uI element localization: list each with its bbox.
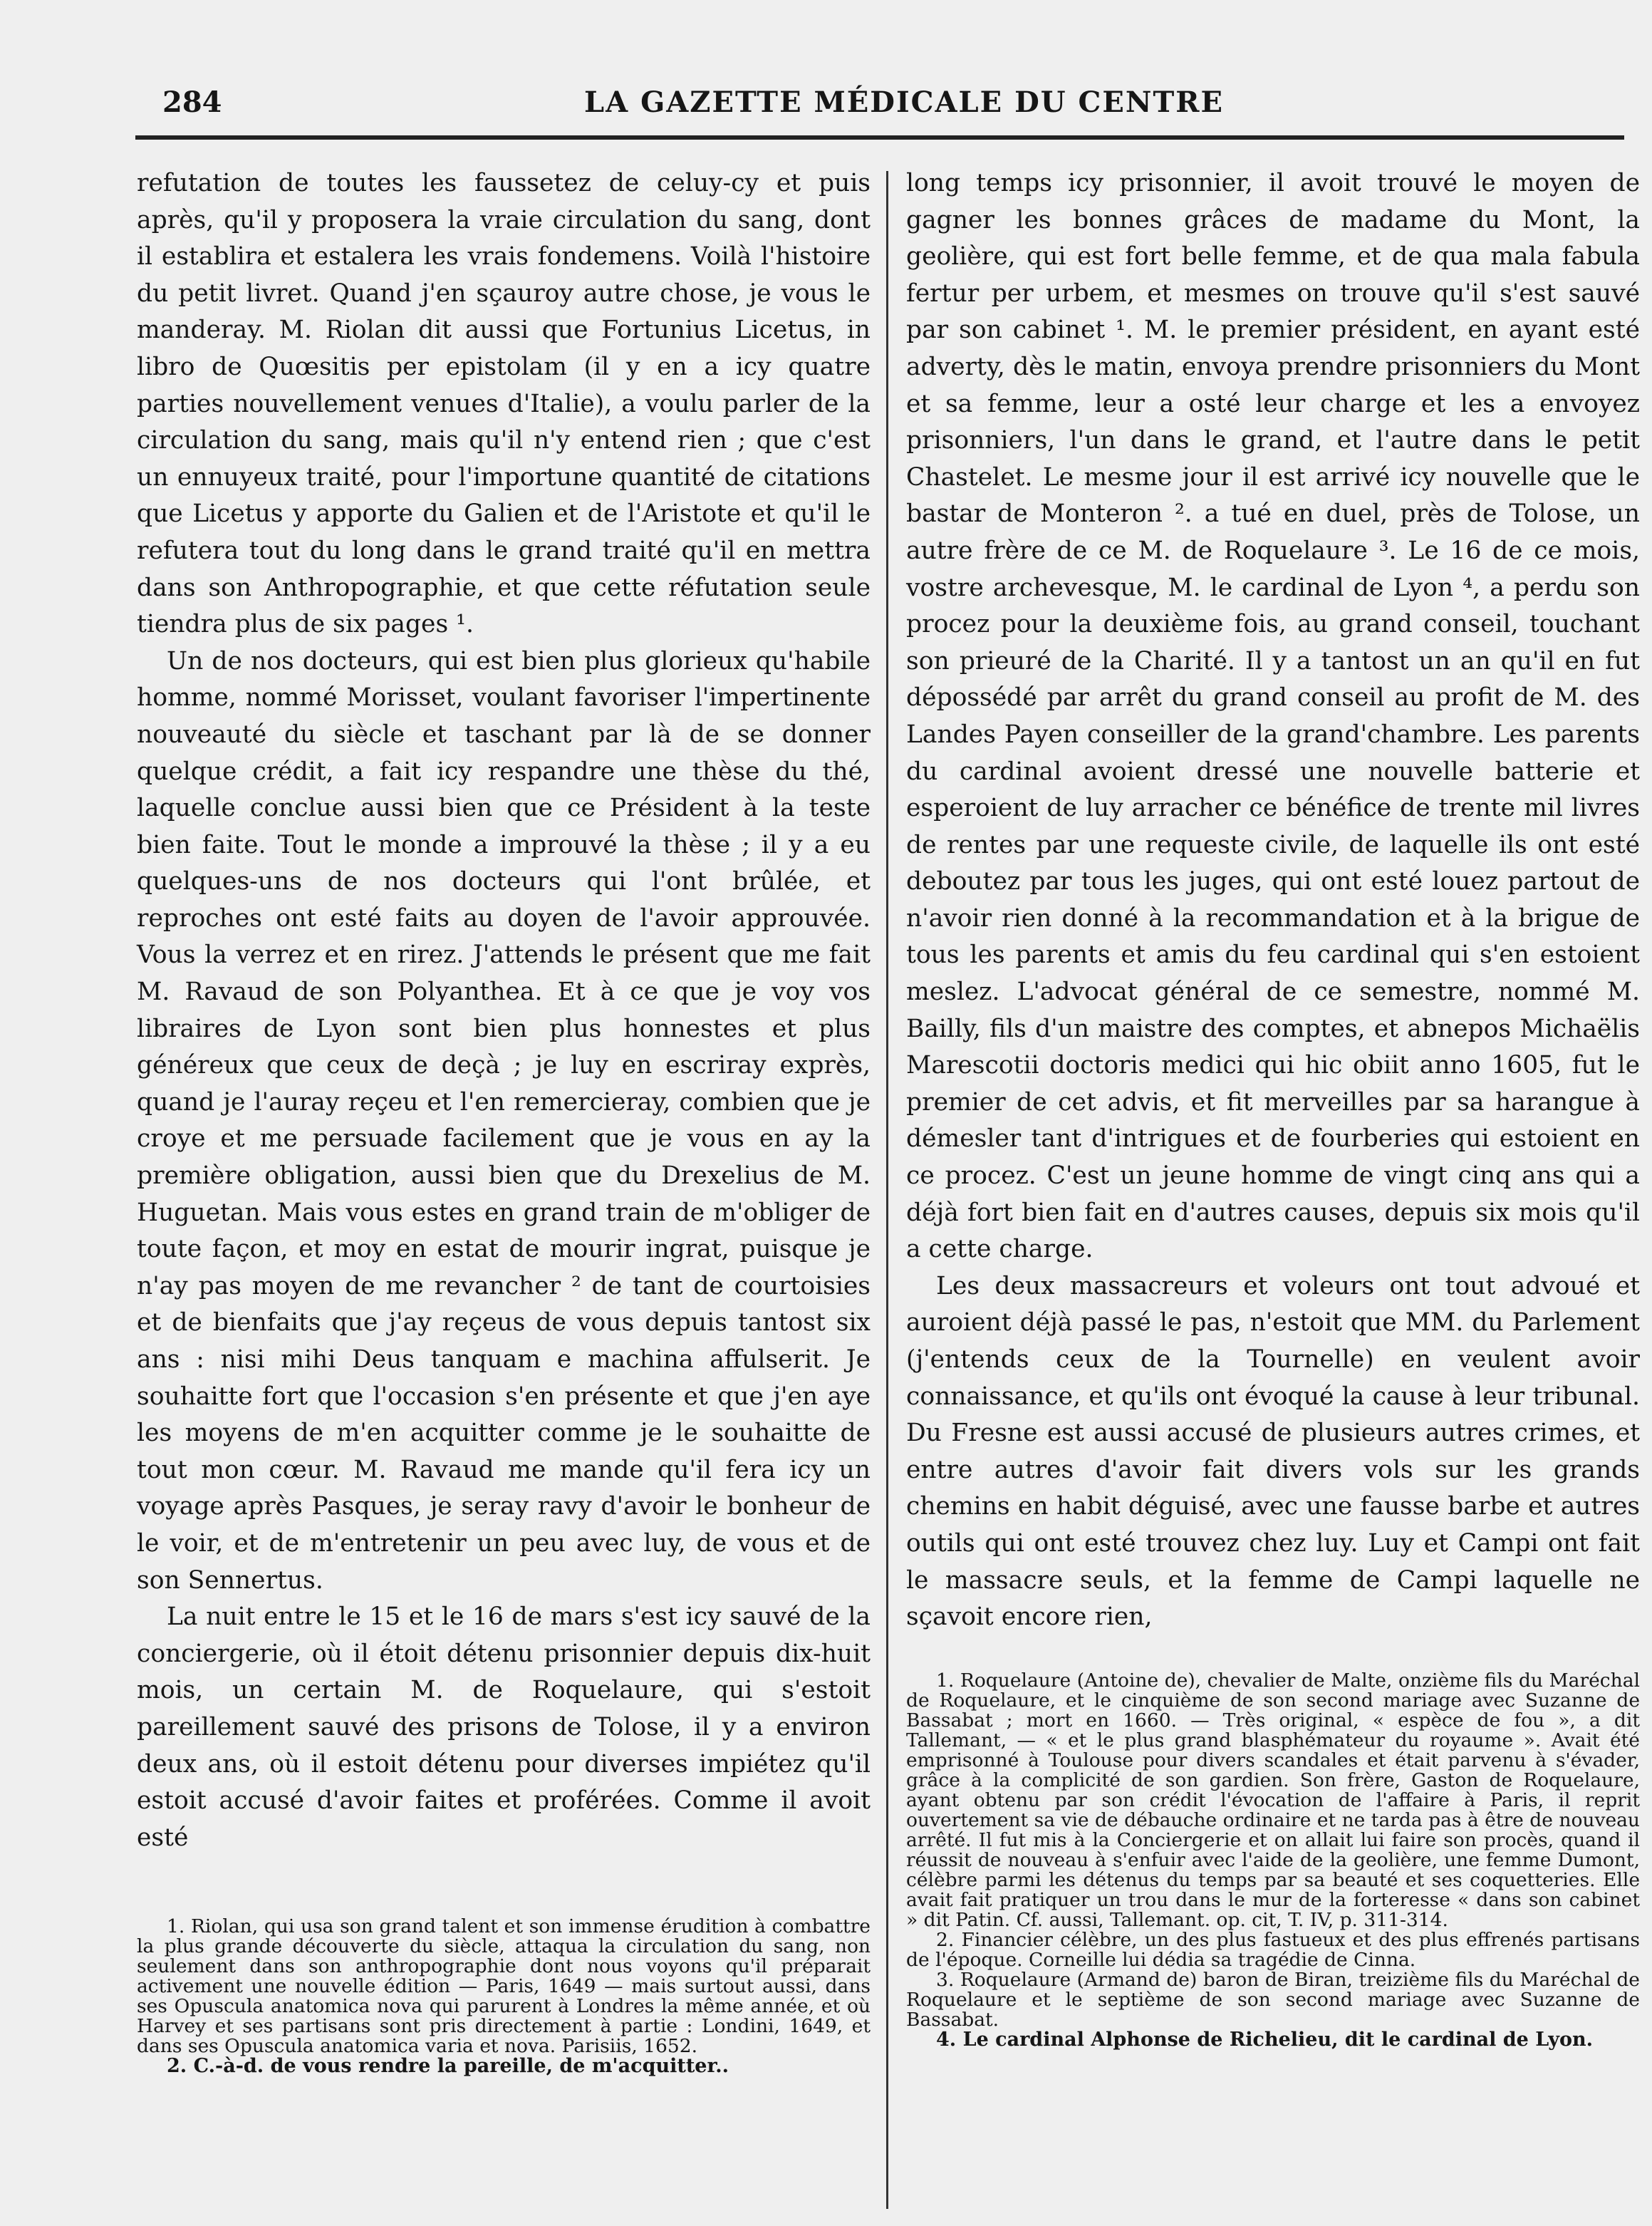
left-footnote-2: 2. C.-à-d. de vous rendre la pareille, de m'acquitter.. [167,2055,729,2077]
left-paragraph-3: La nuit entre le 15 et le 16 de mars s'est icy sauvé de la conciergerie, où il étoit détenu prisonnier depuis dix-huit mois, un certain M. de Roquelaure, qui s'estoit pareillement sauvé des prisons de Tolose, il y a environ deux ans, où il estoit détenu pour diverses impiétez qu'il estoit accusé d'avoir faites et proférées. Comme il avoit esté [137,1603,871,1852]
right-footnote-1: 1. Roquelaure (Antoine de), chevalier de Malte, onzième fils du Maréchal de Roquelaure, et le cinquième de son second mariage avec Suzanne de Bassabat ; mort en 1660. — Très original, « espèce de fou », a dit Tallemant, — « et le plus grand blasphémateur du royaume ». Avait été emprisonné à Toulouse pour divers scandales et était parvenu à s'évader, grâce à la complicité de son gardien. Son frère, Gaston de Roquelaure, ayant obtenu par son crédit l'évocation de l'affaire à Paris, il reprit ouvertement sa vie de débauche ordinaire et ne tarda pas à être de nouveau arrêté. Il fut mis à la Conciergerie et on allait lui faire son procès, quand il réussit de nouveau à s'enfuir avec l'aide de la geolière, une femme Dumont, célèbre parmi les détenus du temps par sa beauté et ses coquetteries. Elle avait fait pratiquer un trou dans le mur de la forteresse « dans son cabinet » dit Patin. Cf. aussi, Tallemant. op. cit, T. IV, p. 311-314. [906,1670,1640,1931]
left-footnotes [137,1917,871,2076]
right-footnote-3: 3. Roquelaure (Armand de) baron de Biran, treizième fils du Maréchal de Roquelaure et le septième de son second mariage avec Suzanne de Bassabat. [906,1969,1640,2031]
left-paragraph-1: refutation de toutes les faussetez de celuy-cy et puis après, qu'il y proposera la vraie circulation du sang, dont il establira et estalera les vrais fondemens. Voilà l'histoire du petit livret. Quand j'en sçauroy autre chose, je vous le manderay. M. Riolan dit aussi que Fortunius Licetus, in libro de Quœsitis per epistolam (il y en a icy quatre parties nouvellement venues d'Italie), a voulu parler de la circulation du sang, mais qu'il n'y entend rien ; que c'est un ennuyeux traité, pour l'importune quantité de citations que Licetus y apporte du Galien et de l'Aristote et qu'il le refutera tout du long dans le grand traité qu'il en mettra dans son Anthropographie, et que cette réfutation seule tiendra plus de six pages ¹. [137,169,871,639]
left-column [137,165,871,1856]
header-rule [135,135,1624,140]
running-title: LA GAZETTE MÉDICALE DU CENTRE [584,86,1224,119]
right-footnotes [906,1671,1640,2050]
left-footnote-1: 1. Riolan, qui usa son grand talent et son immense érudition à combattre la plus grande découverte du siècle, attaqua la circulation du sang, non seulement dans son anthropographie dont nous voyons qu'il préparait activement une nouvelle édition — Paris, 1649 — mais surtout aussi, dans ses Opuscula anatomica nova qui parurent à Londres la même année, et où Harvey et ses partisans sont pris directement à partie : Londini, 1649, et dans ses Opuscula anatomica varia et nova. Parisiis, 1652. [137,1915,871,2057]
right-paragraph-2: Les deux massacreurs et voleurs ont tout advoué et auroient déjà passé le pas, n'estoit que MM. du Parlement (j'entends ceux de la Tournelle) en veulent avoir connaissance, et qu'ils ont évoqué la cause à leur tribunal. Du Fresne est aussi accusé de plusieurs autres crimes, et entre autres d'avoir fait divers vols sur les grands chemins en habit déguisé, avec une fausse barbe et autres outils qui ont esté trouvez chez luy. Luy et Campi ont fait le massacre seuls, et la femme de Campi laquelle ne sçavoit encore rien, [906,1271,1640,1632]
right-column [906,165,1640,1636]
column-divider [886,171,888,2209]
right-footnote-2: 2. Financier célèbre, un des plus fastueux et des plus effrenés partisans de l'époque. Corneille lui dédia sa tragédie de Cinna. [906,1929,1640,1971]
right-footnote-4: 4. Le cardinal Alphonse de Richelieu, dit le cardinal de Lyon. [936,2029,1594,2051]
right-paragraph-1: long temps icy prisonnier, il avoit trouvé le moyen de gagner les bonnes grâces de madame du Mont, la geolière, qui est fort belle femme, et de qua mala fabula fertur per urbem, et mesmes on trouve qu'il s'est sauvé par son cabinet ¹. M. le premier président, en ayant esté adverty, dès le matin, envoya prendre prisonniers du Mont et sa femme, leur a osté leur charge et les a envoyez prisonniers, l'un dans le grand, et l'autre dans le petit Chastelet. Le mesme jour il est arrivé icy nouvelle que le bastar de Monteron ². a tué en duel, près de Tolose, un autre frère de ce M. de Roquelaure ³. Le 16 de ce mois, vostre archevesque, M. le cardinal de Lyon ⁴, a perdu son procez pour la deuxième fois, au grand conseil, touchant son prieuré de la Charité. Il y a tantost un an qu'il en fut dépossédé par arrêt du grand conseil au profit de M. des Landes Payen conseiller de la grand'chambre. Les parents du cardinal avoient dressé une nouvelle batterie et esperoient de luy arracher ce bénéfice de trente mil livres de rentes par une requeste civile, de laquelle ils ont esté deboutez par tous les juges, qui ont esté louez partout de n'avoir rien donné à la recommandation et à la brigue de tous les parents et amis du feu cardinal qui s'en estoient meslez. L'advocat général de ce semestre, nommé M. Bailly, fils d'un maistre des comptes, et abnepos Michaëlis Marescotii doctoris medici qui hic obiit anno 1605, fut le premier de cet advis, et fit merveilles par sa harangue à démesler tant d'intrigues et de fourberies qui estoient en ce procez. C'est un jeune homme de vingt cinq ans qui a déjà fort bien fait en d'autres causes, depuis six mois qu'il a cette charge. [906,169,1640,1264]
left-paragraph-2: Un de nos docteurs, qui est bien plus glorieux qu'habile homme, nommé Morisset, voulant favoriser l'impertinente nouveauté du siècle et taschant par là de se donner quelque crédit, a fait icy respandre une thèse du thé, laquelle conclue aussi bien que ce Président à la teste bien faite. Tout le monde a improuvé la thèse ; il y a eu quelques-uns de nos docteurs qui l'ont brûlée, et reproches ont esté faits au doyen de l'avoir approuvée. Vous la verrez et en rirez. J'attends le présent que me fait M. Ravaud de son Polyanthea. Et à ce que je voy vos libraires de Lyon sont bien plus honnestes et plus généreux que ceux de deçà ; je luy en escriray exprès, quand je l'auray reçeu et l'en remercieray, combien que je croye et me persuade facilement que je vous en ay la première obligation, aussi bien que du Drexelius de M. Huguetan. Mais vous estes en grand train de m'obliger de toute façon, et moy en estat de mourir ingrat, puisque je n'ay pas moyen de me revancher ² de tant de courtoisies et de bienfaits que j'ay reçeus de vous depuis tantost six ans : nisi mihi Deus tanquam e machina affulserit. Je souhaitte fort que l'occasion s'en présente et que j'en aye les moyens de m'en acquitter comme je le souhaitte de tout mon cœur. M. Ravaud me mande qu'il fera icy un voyage après Pasques, je seray ravy d'avoir le bonheur de le voir, et de m'entretenir un peu avec luy, de vous et de son Sennertus. [137,646,871,1595]
page-number: 284 [162,86,222,119]
